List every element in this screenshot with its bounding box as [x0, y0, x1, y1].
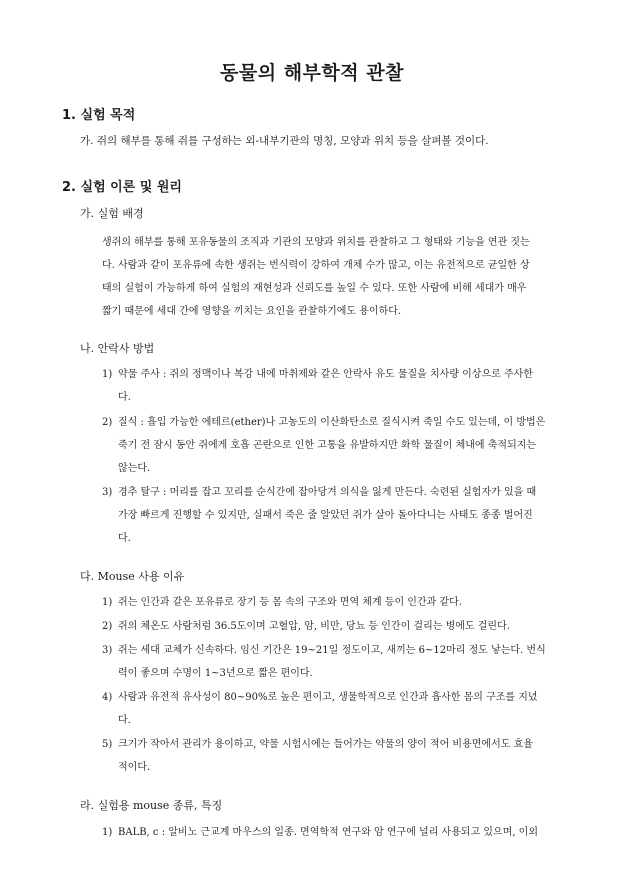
item-number: 2): [102, 417, 113, 428]
list-item: [102, 483, 536, 498]
list-item: [102, 735, 533, 750]
subsection-ga-heading: 가. 실험 배경: [80, 207, 144, 220]
item-text: 경추 탈구 : 머리를 잡고 꼬리를 순식간에 잡아당겨 의식을 잃게 만든다. 숙련된 실험자가 있을 때: [118, 487, 537, 498]
item-continuation: 력이 좋으며 수명이 1~3년으로 짧은 편이다.: [118, 668, 313, 679]
item-text: BALB, c : 알비노 근교계 마우스의 일종. 면역학적 연구와 암 연구에 널리 사용되고 있으며, 이외: [118, 827, 539, 838]
item-number: 2): [102, 621, 113, 632]
item-continuation: 가장 빠르게 진행할 수 있지만, 실패서 죽은 줄 알았던 쥐가 살아 돌아다니는 사태도 종종 벌어진: [118, 510, 533, 521]
item-number: 3): [102, 487, 113, 498]
section-2-heading: 2. 실험 이론 및 원리: [62, 180, 182, 195]
paragraph-line: 태의 실험이 가능하게 하여 실험의 재현성과 신뢰도를 높일 수 있다. 또한 사람에 비해 세대가 매우: [102, 283, 527, 294]
item-number: 1): [102, 597, 113, 608]
item-continuation: 죽기 전 잠시 동안 쥐에게 호흡 곤란으로 인한 고통을 유발하지만 화학 물질이 체내에 축적되지는: [118, 440, 537, 451]
item-text: 쥐는 인간과 같은 포유류로 장기 등 몸 속의 구조와 면역 체계 등이 인간과 같다.: [118, 597, 462, 608]
subsection-da-heading: 다. Mouse 사용 이유: [80, 570, 185, 583]
item-number: 4): [102, 692, 113, 703]
paragraph-line: 다. 사람과 같이 포유류에 속한 생쥐는 번식력이 강하여 개체 수가 많고, 이는 유전적으로 균일한 상: [102, 260, 530, 271]
item-text: 쥐의 체온도 사람처럼 36.5도이며 고혈압, 암, 비만, 당뇨 등 인간이 걸리는 병에도 걸린다.: [118, 621, 510, 632]
item-text: 쥐는 세대 교체가 신속하다. 임신 기간은 19~21일 정도이고, 새끼는 6~12마리 정도 낳는다. 번식: [118, 645, 546, 656]
list-item: [102, 413, 545, 428]
item-number: 1): [102, 369, 113, 380]
paragraph-line: 생쥐의 해부를 통해 포유동물의 조직과 기관의 모양과 위치를 관찰하고 그 형태와 기능을 연관 짓는: [102, 237, 530, 248]
section-1-heading: 1. 실험 목적: [62, 108, 136, 123]
purpose-text: 가. 쥐의 해부를 통해 쥐를 구성하는 외-내부기관의 명칭, 모양과 위치 등을 살펴볼 것이다.: [80, 135, 489, 147]
item-text: 약물 주사 : 쥐의 정맥이나 복강 내에 마취제와 같은 안락사 유도 물질을 치사량 이상으로 주사한: [118, 369, 533, 380]
document-title: 동물의 해부학적 관찰: [220, 62, 404, 84]
item-number: 1): [102, 827, 113, 838]
item-text: 사람과 유전적 유사성이 80~90%로 높은 편이고, 생물학적으로 인간과 흡사한 몸의 구조를 지녔: [118, 692, 538, 703]
list-item: [102, 823, 538, 838]
item-number: 5): [102, 739, 113, 750]
subsection-ra-heading: 라. 실험용 mouse 종류, 특징: [80, 799, 223, 812]
list-item: [102, 617, 510, 632]
subsection-na-heading: 나. 안락사 방법: [80, 342, 155, 355]
item-number: 3): [102, 645, 113, 656]
item-text: 질식 : 흡입 가능한 에테르(ether)나 고농도의 이산화탄소로 질식시켜 죽일 수도 있는데, 이 방법은: [118, 417, 546, 428]
list-item: [102, 641, 546, 656]
item-continuation: 않는다.: [118, 463, 151, 474]
item-text: 크기가 작아서 관리가 용이하고, 약물 시험시에는 들어가는 약물의 양이 적어 비용면에서도 효율: [118, 739, 533, 750]
list-item: [102, 593, 462, 608]
list-item: [102, 688, 538, 703]
item-continuation: 다.: [118, 533, 131, 544]
list-item: [102, 365, 533, 380]
paragraph-line: 짧기 때문에 세대 간에 영향을 끼치는 요인을 관찰하기에도 용이하다.: [102, 306, 402, 317]
item-continuation: 다.: [118, 392, 131, 403]
item-continuation: 적이다.: [118, 762, 151, 773]
item-continuation: 다.: [118, 715, 131, 726]
